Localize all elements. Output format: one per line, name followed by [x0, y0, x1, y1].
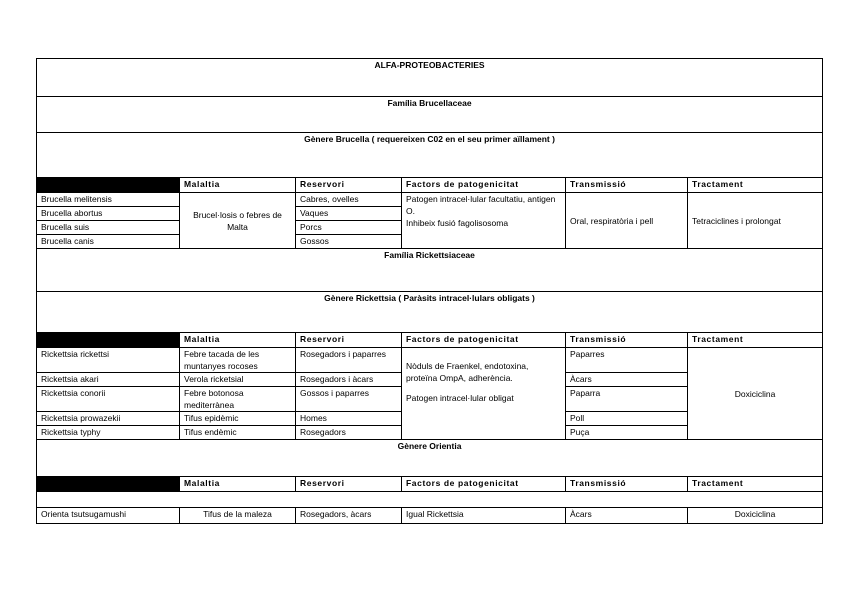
col-header-tractament: Tractament [688, 178, 823, 193]
genus-title-brucella: Gènere Brucella ( requereixen C02 en el seu primer aïllament ) [37, 133, 823, 178]
genus-row-rickettsia [37, 292, 823, 333]
col-header-transmissio: Transmissió [566, 178, 688, 193]
transmission-cell: Àcars [566, 373, 688, 387]
factor-text: Patogen intracel·lular obligat [406, 393, 514, 403]
species-cell: Rickettsia prowazekii [37, 412, 180, 426]
reservoir-cell: Cabres, ovelles [296, 193, 402, 207]
species-cell: Rickettsia conorii [37, 387, 180, 412]
header-row [37, 178, 823, 193]
col-header-reservori: Reservori [296, 333, 402, 348]
reservoir-cell: Rosegadors [296, 426, 402, 440]
col-header-tractament: Tractament [688, 333, 823, 348]
col-header-reservori: Reservori [296, 477, 402, 492]
bacteria-table [36, 58, 823, 524]
transmission-cell: Puça [566, 426, 688, 440]
reservoir-cell: Rosegadors i paparres [296, 348, 402, 373]
col-header-malaltia: Malaltia [180, 178, 296, 193]
factors-cell [402, 348, 566, 440]
transmission-cell: Paparres [566, 348, 688, 373]
disease-cell: Tifus epidèmic [180, 412, 296, 426]
disease-cell: Verola ricketsial [180, 373, 296, 387]
disease-cell: Tifus endèmic [180, 426, 296, 440]
disease-cell: Tifus de la maleza [180, 508, 296, 524]
genus-row-orientia [37, 440, 823, 477]
transmission-cell: Paparra [566, 387, 688, 412]
document-sheet [36, 58, 822, 524]
factors-cell [402, 193, 566, 249]
treatment-cell: Doxiciclina [688, 508, 823, 524]
reservoir-cell: Homes [296, 412, 402, 426]
genus-row-brucella [37, 133, 823, 178]
col-header-factors: Factors de patogenicitat [402, 178, 566, 193]
factor-text: Nòduls de Fraenkel, endotoxina, proteïna OmpA, adherència. [406, 361, 529, 383]
header-blank-cell [37, 477, 180, 492]
treatment-cell: Doxiciclina [688, 348, 823, 440]
col-header-malaltia: Malaltia [180, 333, 296, 348]
species-cell: Rickettsia akari [37, 373, 180, 387]
species-cell: Rickettsia rickettsi [37, 348, 180, 373]
table-row [37, 508, 823, 524]
reservoir-cell: Vaques [296, 207, 402, 221]
table-row [37, 193, 823, 207]
disease-cell: Febre botonosa mediterrànea [180, 387, 296, 412]
col-header-factors: Factors de patogenicitat [402, 477, 566, 492]
col-header-transmissio: Transmissió [566, 333, 688, 348]
disease-cell: Brucel·losis o febres de Malta [180, 193, 296, 249]
species-cell: Orienta tsutsugamushi [37, 508, 180, 524]
col-header-factors: Factors de patogenicitat [402, 333, 566, 348]
spacer-row [37, 492, 823, 508]
treatment-cell: Tetraciclines i prolongat [688, 193, 823, 249]
page-title: ALFA-PROTEOBACTERIES [37, 59, 823, 97]
family-row-brucellaceae [37, 97, 823, 133]
genus-title-rickettsia: Gènere Rickettsia ( Paràsits intracel·lulars obligats ) [37, 292, 823, 333]
family-title-brucellaceae: Família Brucellaceae [37, 97, 823, 133]
header-row [37, 477, 823, 492]
disease-cell: Febre tacada de les muntanyes rocoses [180, 348, 296, 373]
header-row [37, 333, 823, 348]
transmission-cell: Oral, respiratòria i pell [566, 193, 688, 249]
col-header-tractament: Tractament [688, 477, 823, 492]
factors-cell: Igual Rickettsia [402, 508, 566, 524]
species-cell: Brucella suis [37, 221, 180, 235]
species-cell: Brucella canis [37, 235, 180, 249]
header-blank-cell [37, 333, 180, 348]
factor-text: Inhibeix fusió fagolisosoma [406, 218, 509, 228]
species-cell: Brucella melitensis [37, 193, 180, 207]
col-header-transmissio: Transmissió [566, 477, 688, 492]
table-row [37, 348, 823, 373]
title-row [37, 59, 823, 97]
genus-title-orientia: Gènere Orientia [37, 440, 823, 477]
header-blank-cell [37, 178, 180, 193]
transmission-cell: Poll [566, 412, 688, 426]
family-row-rickettsiaceae [37, 249, 823, 292]
col-header-reservori: Reservori [296, 178, 402, 193]
reservoir-cell: Gossos [296, 235, 402, 249]
reservoir-cell: Rosegadors i àcars [296, 373, 402, 387]
reservoir-cell: Porcs [296, 221, 402, 235]
species-cell: Rickettsia typhy [37, 426, 180, 440]
species-cell: Brucella abortus [37, 207, 180, 221]
factor-text: Patogen intracel·lular facultatiu, antigen O. [406, 194, 556, 216]
reservoir-cell: Gossos i paparres [296, 387, 402, 412]
family-title-rickettsiaceae: Família Rickettsiaceae [37, 249, 823, 292]
transmission-cell: Àcars [566, 508, 688, 524]
col-header-malaltia: Malaltia [180, 477, 296, 492]
reservoir-cell: Rosegadors, àcars [296, 508, 402, 524]
